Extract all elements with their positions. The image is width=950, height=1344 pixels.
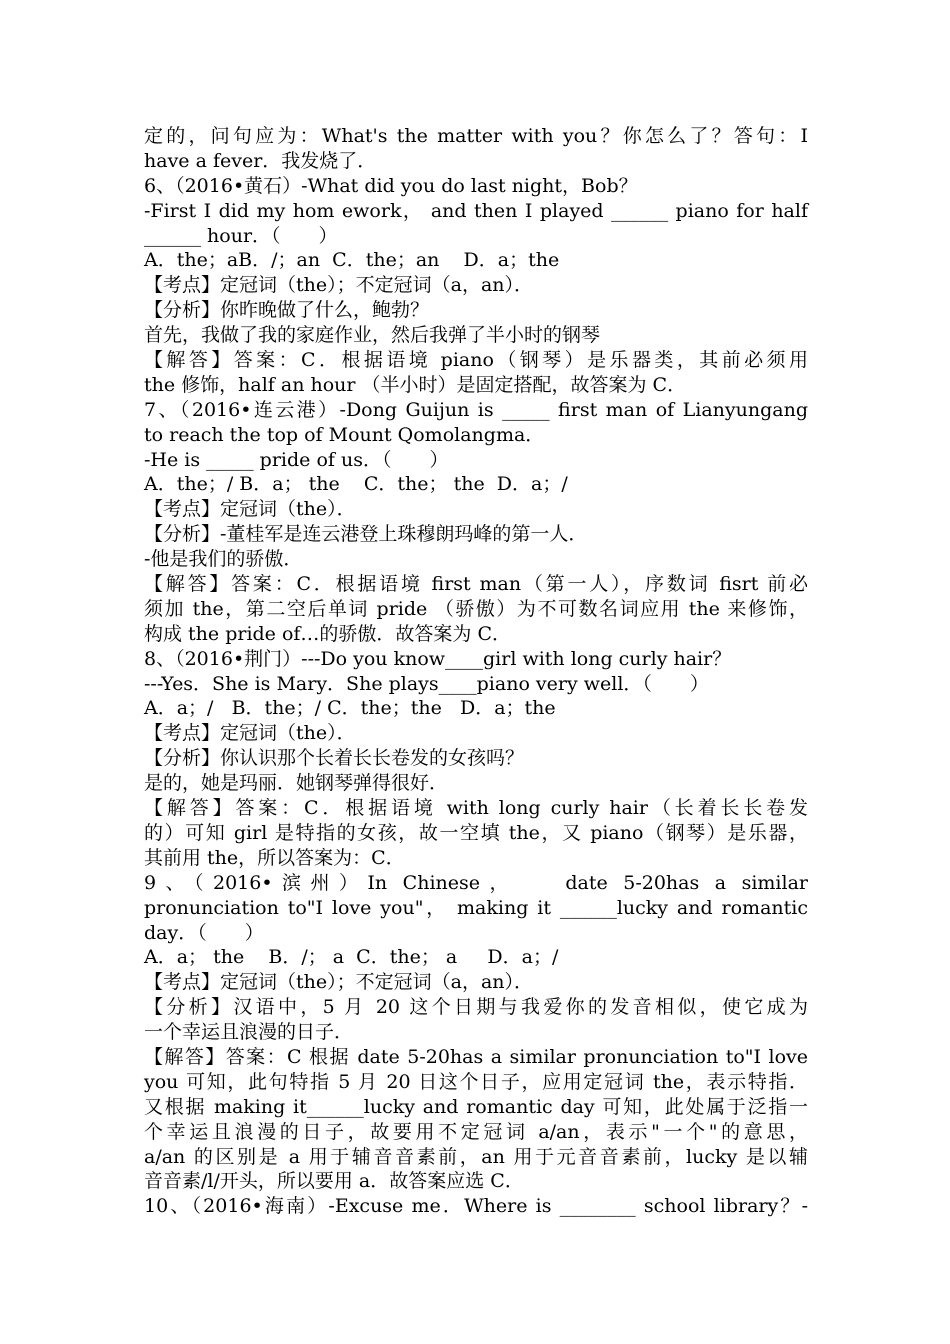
question-line: to reach the top of Mount Qomolangma． (144, 423, 545, 446)
topic-line: 【考点】定冠词（the）． (144, 498, 356, 521)
analysis-line: 【分析】你昨晚做了什么，鲍勃？ (144, 299, 430, 322)
question-line: 7、（2016•连云港）-Dong Guijun is _____ first man of Lianyungang (144, 398, 808, 421)
answer-line: 【解答】答案：C．根据语境 first man（第一人），序数词 fisrt 前必 (144, 573, 808, 596)
document-page (144, 124, 808, 1219)
question-line: day．（ ） (144, 921, 264, 944)
answer-line: 音音素/l/开头，所以要用 a．故答案应选 C． (144, 1170, 524, 1193)
answer-line: 【解答】答案：C 根据 date 5-20has a similar pronunciation to"I love (144, 1045, 808, 1068)
answer-line: you 可知，此句特指 5 月 20 日这个日子，应用定冠词 the，表示特指． (144, 1070, 808, 1093)
question-line: ---Yes．She is Mary．She plays____piano very well．（ ） (144, 672, 709, 695)
text-line: have a fever．我发烧了． (144, 149, 377, 172)
analysis-line: 【分析】你认识那个长着长长卷发的女孩吗？ (144, 747, 525, 770)
analysis-line: 【分析】汉语中，5 月 20 这个日期与我爱你的发音相似，使它成为 (144, 996, 808, 1019)
answer-line: 又根据 making it______lucky and romantic day 可知，此处属于泛指一 (144, 1095, 808, 1118)
analysis-line: 一个幸运且浪漫的日子． (144, 1021, 354, 1044)
answer-line: 构成 the pride of…的骄傲．故答案为 C． (144, 622, 512, 645)
options-line: A．the；aB．/；an C．the；an D．a；the (144, 249, 560, 272)
analysis-line: 首先，我做了我的家庭作业，然后我弹了半小时的钢琴 (144, 324, 601, 347)
answer-line: 须加 the，第二空后单词 pride （骄傲）为不可数名词应用 the 来修饰， (144, 597, 808, 620)
question-line: 8、（2016•荆门）---Do you know____girl with long curly hair？ (144, 647, 732, 670)
answer-line: 个幸运且浪漫的日子，故要用不定冠词 a/an，表示"一个"的意思， (144, 1120, 808, 1143)
text-line: 定的，问句应为：What's the matter with you？你怎么了？答句：I (144, 125, 808, 147)
topic-line: 【考点】定冠词（the）；不定冠词（a，an）． (144, 274, 534, 297)
question-line: pronunciation to"I love you"， making it ______lucky and romantic (144, 896, 808, 919)
answer-line: 【解答】答案：C．根据语境 with long curly hair（长着长长卷发 (144, 797, 808, 820)
answer-line: 其前用 the，所以答案为：C． (144, 846, 405, 869)
topic-line: 【考点】定冠词（the）；不定冠词（a，an）． (144, 971, 534, 994)
answer-line: 的）可知 girl 是特指的女孩，故一空填 the，又 piano（钢琴）是乐器， (144, 821, 808, 844)
question-line: ______ hour．（ ） (144, 224, 338, 247)
answer-line: the 修饰，half an hour （半小时）是固定搭配，故答案为 C． (144, 373, 687, 396)
options-line: A．a； the B．/； a C．the； a D．a；/ (144, 946, 559, 969)
question-line: -He is _____ pride of us．（ ） (144, 448, 449, 471)
analysis-line: -他是我们的骄傲． (144, 548, 303, 571)
analysis-line: 是的，她是玛丽．她钢琴弹得很好． (144, 772, 449, 795)
question-line: 6、（2016•黄石）-What did you do last night，Bob？ (144, 174, 638, 197)
topic-line: 【考点】定冠词（the）． (144, 722, 356, 745)
answer-line: 【解答】答案：C．根据语境 piano（钢琴）是乐器类，其前必须用 (144, 349, 808, 372)
answer-line: a/an 的区别是 a 用于辅音音素前，an 用于元音音素前，lucky 是以辅 (144, 1145, 808, 1168)
analysis-line: 【分析】-董桂军是连云港登上珠穆朗玛峰的第一人． (144, 523, 588, 546)
question-line: 9、（2016•滨州）In Chinese， date 5-20has a similar (144, 871, 808, 894)
options-line: A．a；/ B．the；/ C．the；the D．a；the (144, 697, 556, 720)
question-line: -First I did my hom ework， and then I played ______ piano for half (144, 199, 808, 222)
options-line: A．the；/ B．a； the C．the； the D．a；/ (144, 473, 568, 496)
question-line: 10、（2016•海南）-Excuse me．Where is ________ school library？- (144, 1195, 808, 1218)
